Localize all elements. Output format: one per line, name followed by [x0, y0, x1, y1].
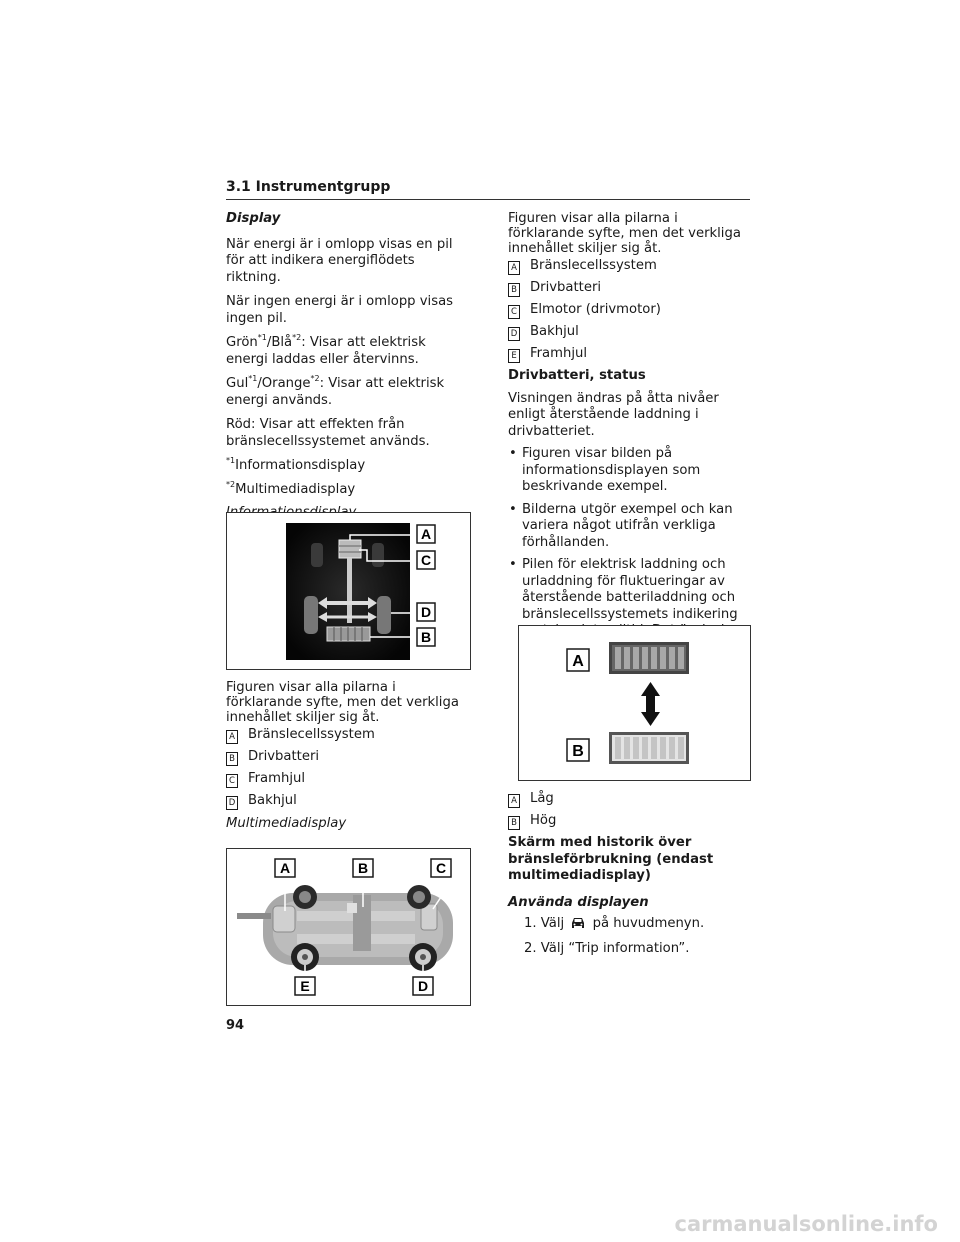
- paragraph-green-blue: Grön$^{*1}$/Blå$^{*2}$: Visar att elektrisk energi laddas eller återvinns.: [226, 333, 426, 367]
- paragraph-red: Röd: Visar att effekten från bränslecellssystemet används.: [226, 417, 430, 449]
- paragraph-battery-levels: Visningen ändras på åtta nivåer enligt återstående laddning i drivbatteriet.: [508, 390, 719, 439]
- fig3-label-a: A: [572, 653, 584, 670]
- fig2-label-a: A: [279, 860, 291, 876]
- legend-item: D Bakhjul: [226, 793, 471, 810]
- fig1-label-c: C: [420, 552, 432, 568]
- fig3-label-b: B: [572, 743, 584, 760]
- left-lower-column: [226, 680, 471, 833]
- legend-item: B Drivbatteri: [226, 749, 471, 766]
- legend-info-display: [226, 727, 471, 810]
- legend-item: C Framhjul: [226, 771, 471, 788]
- fig2-label-d: D: [417, 978, 429, 994]
- paragraph-yellow-orange: Gul$^{*1}$/Orange$^{*2}$: Visar att elektrisk energi används.: [226, 374, 445, 408]
- figure-note-right: Figuren visar alla pilarna i förklarande syfte, men det verkliga innehållet skiljer sig åt.: [508, 211, 741, 256]
- subheading-use-display: Använda displayen: [508, 894, 649, 910]
- footnote-1: $^{*1}$Informationsdisplay: [226, 456, 366, 473]
- legend-item: A Bränslecellssystem: [226, 727, 471, 744]
- figure-information-display: [226, 512, 471, 670]
- legend-item: D Bakhjul: [508, 324, 753, 341]
- legend-item: A Bränslecellssystem: [508, 258, 753, 275]
- header-divider: [226, 199, 750, 200]
- display-heading: Display: [226, 211, 281, 226]
- bullet-item: • Figuren visar bilden på informationsdisplayen som beskrivande exempel.: [508, 446, 753, 496]
- fig2-label-b: B: [357, 860, 369, 876]
- figure-multimedia-display: [226, 848, 471, 1006]
- bullet-item: • Pilen för elektrisk laddning och urladdning för fluktueringar av återstående batteriladdning och bränslecellssystemets indikering: [508, 557, 753, 656]
- right-lower-column: [508, 791, 753, 957]
- energy-flow-diagram-info: [227, 513, 470, 669]
- battery-level-diagram: [519, 626, 750, 780]
- legend-item: B Hög: [508, 813, 753, 830]
- car-icon: [570, 916, 586, 936]
- right-column: [508, 211, 753, 656]
- step-2: 2. Välj “Trip information”.: [524, 940, 690, 956]
- page-number: 94: [226, 1018, 245, 1033]
- legend-item: B Drivbatteri: [508, 280, 753, 297]
- legend-item: C Elmotor (drivmotor): [508, 302, 753, 319]
- legend-battery-levels: [508, 791, 753, 830]
- fig1-label-a: A: [420, 526, 432, 542]
- legend-item: A Låg: [508, 791, 753, 808]
- fig1-label-b: B: [420, 629, 432, 645]
- step-1: 1. Välj på huvudmenyn.: [508, 916, 753, 936]
- energy-flow-diagram-multimedia: [227, 849, 470, 1005]
- paragraph-energy-arrow: När energi är i omlopp visas en pil för att indikera energiflödets riktning.: [226, 236, 453, 285]
- legend-item: E Framhjul: [508, 346, 753, 363]
- fig1-label-d: D: [420, 604, 432, 620]
- heading-consumption-history: Skärm med historik över bränsleförbrukning (endast multimediadisplay): [508, 835, 714, 883]
- figure-note-left: Figuren visar alla pilarna i förklarande syfte, men det verkliga innehållet skiljer sig åt.: [226, 680, 459, 725]
- watermark: carmanualsonline.info: [674, 1212, 938, 1236]
- legend-multimedia-display: [508, 258, 753, 363]
- footnote-2: $^{*2}$Multimediadisplay: [226, 479, 356, 497]
- paragraph-no-arrow: När ingen energi är i omlopp visas ingen pil.: [226, 294, 454, 326]
- section-header: 3.1 Instrumentgrupp: [226, 179, 391, 195]
- heading-battery-status: Drivbatteri, status: [508, 368, 646, 383]
- fig2-label-e: E: [300, 978, 310, 994]
- fig2-label-c: C: [435, 860, 447, 876]
- left-column: [226, 211, 471, 522]
- figure-battery-status: [518, 625, 751, 781]
- subheading-multimedia-display: Multimediadisplay: [226, 816, 347, 831]
- bullet-item: • Bilderna utgör exempel och kan variera något utifrån verkliga förhållanden.: [508, 502, 753, 552]
